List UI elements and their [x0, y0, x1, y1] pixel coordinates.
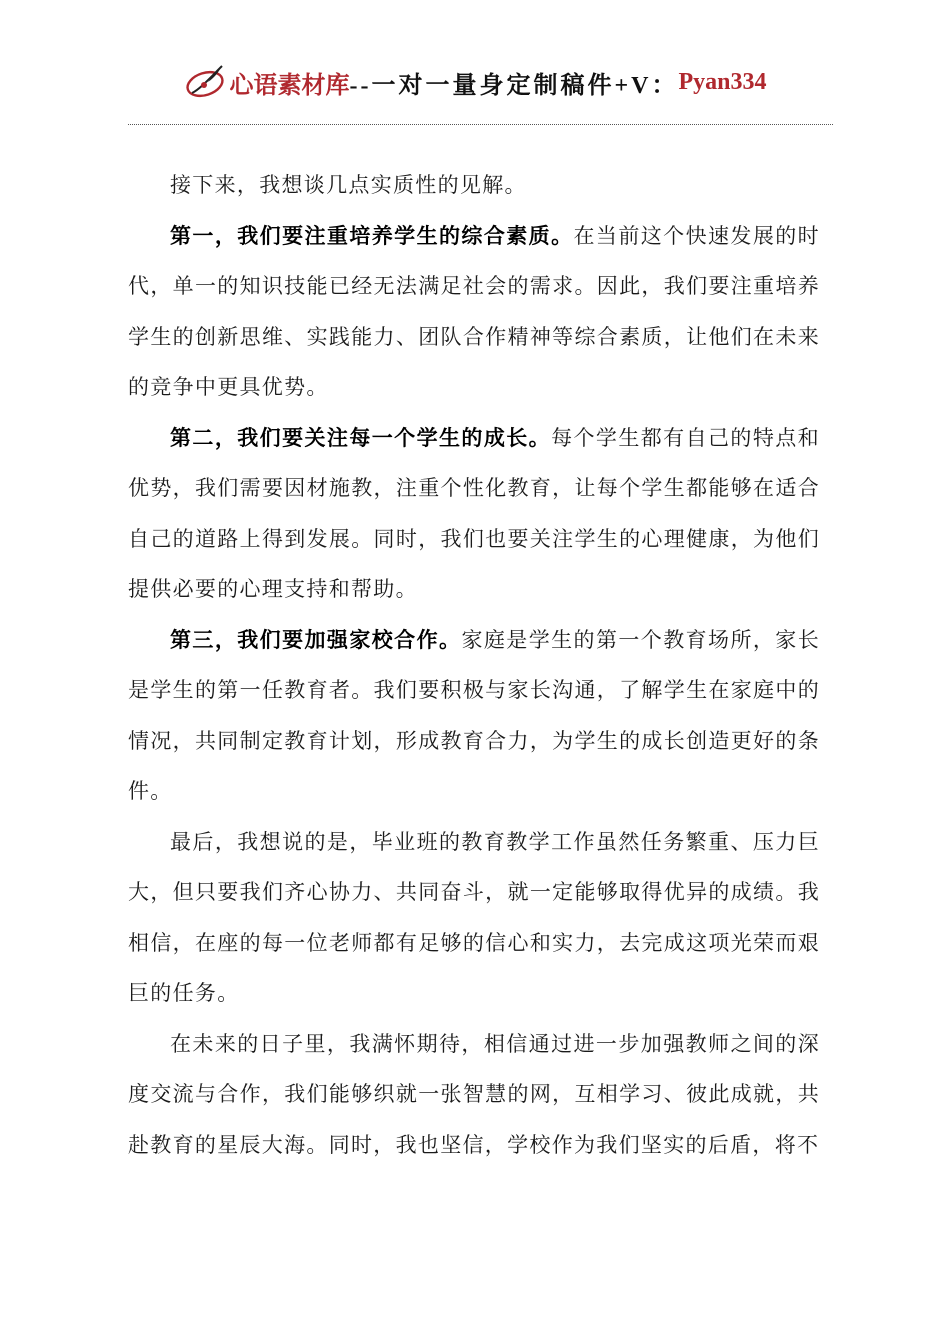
quill-swirl-icon [183, 62, 227, 102]
header-divider [128, 124, 833, 125]
paragraph-text: 在未来的日子里，我满怀期待，相信通过进一步加强教师之间的深度交流与合作，我们能够织就一张智慧的网，互相学习、彼此成就，共赴教育的星辰大海。同时，我也坚信，学校作为我们坚实的后盾，将不 [128, 1031, 820, 1157]
brand-name: 心语素材库 [229, 72, 350, 99]
document-body [128, 160, 820, 1170]
page-header [0, 58, 950, 106]
paragraph [128, 160, 820, 211]
paragraph-lead: 第三，我们要加强家校合作。 [170, 626, 462, 652]
paragraph [128, 1019, 820, 1171]
header-slogan: --一对一量身定制稿件+V： [349, 72, 679, 99]
paragraph-text: 最后，我想说的是，毕业班的教育教学工作虽然任务繁重、压力巨大，但只要我们齐心协力、共同奋斗，就一定能够取得优异的成绩。我相信，在座的每一位老师都有足够的信心和实力，去完成这项光荣而艰巨的任务。 [128, 829, 820, 1005]
paragraph [128, 211, 820, 413]
paragraph-text: 接下来，我想谈几点实质性的见解。 [170, 173, 527, 197]
paragraph-lead: 第二，我们要关注每一个学生的成长。 [170, 424, 552, 450]
paragraph-text: 每个学生都有自己的特点和优势，我们需要因材施教，注重个性化教育，让每个学生都能够在适合自己的道路上得到发展。同时，我们也要关注学生的心理健康，为他们提供必要的心理支持和帮助。 [128, 425, 820, 601]
paragraph [128, 817, 820, 1019]
paragraph-text: 家庭是学生的第一个教育场所，家长是学生的第一任教育者。我们要积极与家长沟通，了解学生在家庭中的情况，共同制定教育计划，形成教育合力，为学生的成长创造更好的条件。 [128, 627, 820, 803]
paragraph [128, 413, 820, 615]
paragraph [128, 615, 820, 817]
wechat-id: Pyan334 [678, 68, 767, 95]
paragraph-lead: 第一，我们要注重培养学生的综合素质。 [170, 222, 574, 248]
paragraph-text: 在当前这个快速发展的时代，单一的知识技能已经无法满足社会的需求。因此，我们要注重培养学生的创新思维、实践能力、团队合作精神等综合素质，让他们在未来的竞争中更具优势。 [128, 223, 820, 399]
